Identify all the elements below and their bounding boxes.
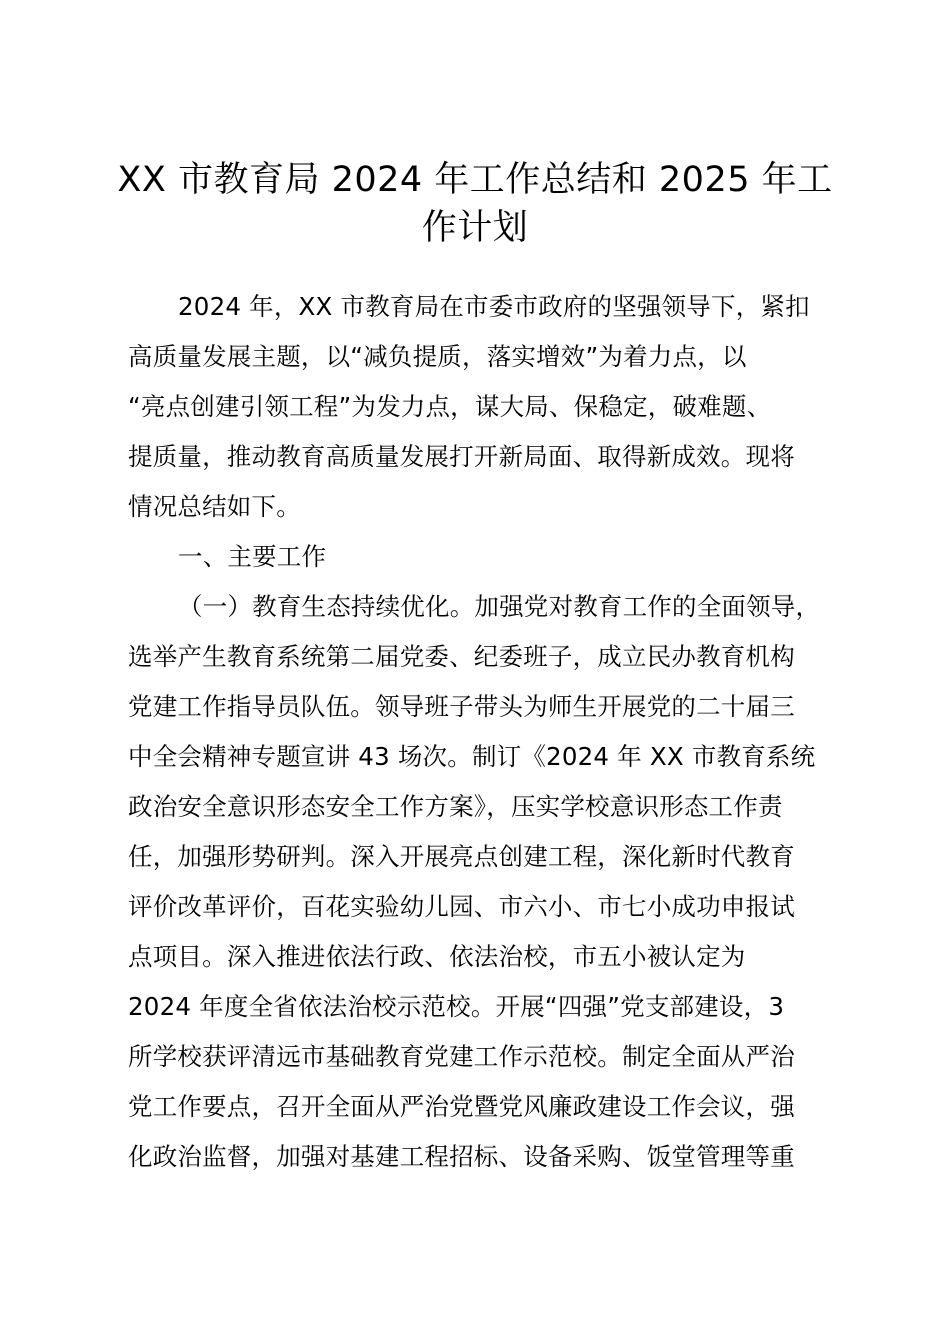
paragraph-line: 党工作要点，召开全面从严治党暨党风廉政建设工作会议，强 — [128, 1092, 795, 1121]
paragraph-line: 化政治监督，加强对基建工程招标、设备采购、饭堂管理等重 — [128, 1142, 795, 1171]
paragraph-line: 政治安全意识形态安全工作方案》，压实学校意识形态工作责 — [128, 792, 783, 821]
paragraph-line: 2024 年度全省依法治校示范校。开展“四强”党支部建设，3 — [128, 992, 785, 1021]
paragraph-line: 点项目。深入推进依法行政、依法治校，市五小被认定为 — [128, 942, 746, 971]
paragraph-line: 中全会精神专题宣讲 43 场次。制订《2024 年 XX 市教育系统 — [128, 742, 816, 771]
paragraph-line: 提质量，推动教育高质量发展打开新局面、取得新成效。现将 — [128, 442, 795, 471]
document-body — [128, 282, 838, 1182]
title-line-2: 作计划 — [421, 208, 529, 248]
section-heading: 一、主要工作 — [178, 542, 327, 571]
document-title — [110, 156, 840, 252]
title-line-1: XX 市教育局 2024 年工作总结和 2025 年工 — [117, 160, 833, 200]
paragraph-line: 高质量发展主题，以“减负提质，落实增效”为着力点，以 — [128, 342, 747, 371]
paragraph-line: 2024 年，XX 市教育局在市委市政府的坚强领导下，紧扣 — [178, 292, 810, 321]
paragraph-line: 任，加强形势研判。深入开展亮点创建工程，深化新时代教育 — [128, 842, 795, 871]
paragraph-line: 党建工作指导员队伍。领导班子带头为师生开展党的二十届三 — [128, 692, 795, 721]
paragraph-line: 所学校获评清远市基础教育党建工作示范校。制定全面从严治 — [128, 1042, 795, 1071]
paragraph-line: “亮点创建引领工程”为发力点，谋大局、保稳定，破难题、 — [128, 392, 772, 421]
paragraph-line: 情况总结如下。 — [128, 492, 301, 521]
paragraph-line: 选举产生教育系统第二届党委、纪委班子，成立民办教育机构 — [128, 642, 795, 671]
paragraph-line: 评价改革评价，百花实验幼儿园、市六小、市七小成功申报试 — [128, 892, 795, 921]
paragraph-line: （一）教育生态持续优化。加强党对教育工作的全面领导， — [178, 592, 821, 621]
